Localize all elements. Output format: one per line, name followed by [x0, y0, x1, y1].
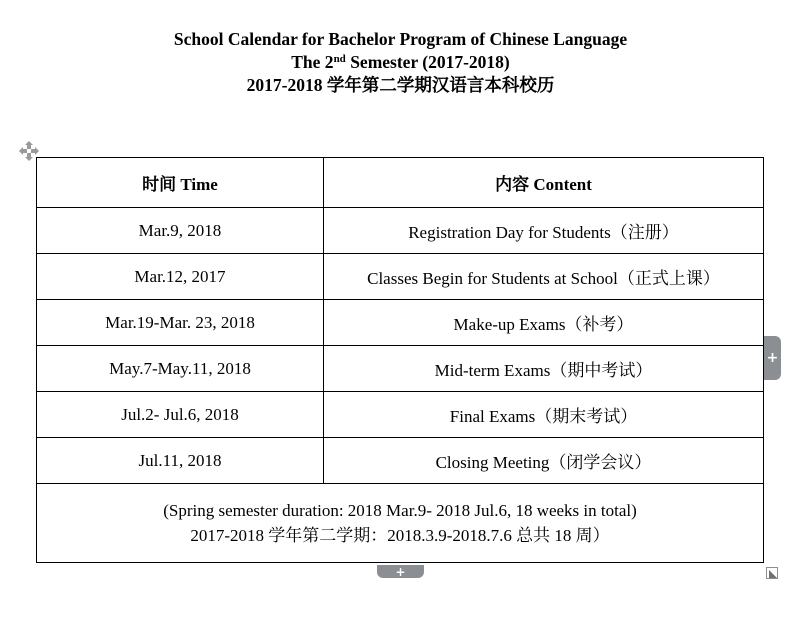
cell-time[interactable]: May.7-May.11, 2018 [37, 346, 324, 392]
cell-time[interactable]: Mar.19-Mar. 23, 2018 [37, 300, 324, 346]
table-footer-row [37, 484, 764, 563]
cell-time[interactable]: Jul.11, 2018 [37, 438, 324, 484]
document-header [0, 28, 801, 97]
cell-content[interactable]: Make-up Exams（补考） [324, 300, 764, 346]
duration-line-english: (Spring semester duration: 2018 Mar.9- 2018 Jul.6, 18 weeks in total) [163, 501, 637, 520]
table-header-row [37, 158, 764, 208]
plus-icon: + [395, 564, 406, 579]
table-row [37, 438, 764, 484]
header-content[interactable]: 内容 Content [324, 158, 764, 208]
title-line-2-prefix: The 2 [291, 52, 334, 72]
title-line-1: School Calendar for Bachelor Program of Chinese Language [173, 29, 628, 49]
plus-icon: + [766, 350, 779, 366]
table-row [37, 300, 764, 346]
calendar-table [36, 157, 764, 563]
title-line-2-suffix: Semester (2017-2018) [345, 52, 510, 72]
duration-line-chinese: 2017-2018 学年第二学期：2018.3.9-2018.7.6 总共 18 周） [190, 526, 610, 545]
title-line-3: 2017-2018 学年第二学期汉语言本科校历 [246, 75, 555, 95]
cell-content[interactable]: Closing Meeting（闭学会议） [324, 438, 764, 484]
table-row [37, 208, 764, 254]
table-row [37, 346, 764, 392]
table-row [37, 254, 764, 300]
cell-content[interactable]: Registration Day for Students（注册） [324, 208, 764, 254]
semester-duration-cell[interactable] [37, 484, 764, 563]
cell-content[interactable]: Final Exams（期末考试） [324, 392, 764, 438]
cell-time[interactable]: Mar.12, 2017 [37, 254, 324, 300]
header-time[interactable]: 时间 Time [37, 158, 324, 208]
title-line-2 [0, 51, 801, 74]
cell-time[interactable]: Jul.2- Jul.6, 2018 [37, 392, 324, 438]
cell-time[interactable]: Mar.9, 2018 [37, 208, 324, 254]
cell-content[interactable]: Mid-term Exams（期中考试） [324, 346, 764, 392]
add-row-button[interactable] [377, 565, 424, 578]
table-row [37, 392, 764, 438]
add-column-button[interactable] [764, 336, 781, 380]
table-resize-icon[interactable] [766, 566, 778, 578]
cell-content[interactable]: Classes Begin for Students at School（正式上课） [324, 254, 764, 300]
title-line-2-sup: nd [333, 53, 346, 65]
